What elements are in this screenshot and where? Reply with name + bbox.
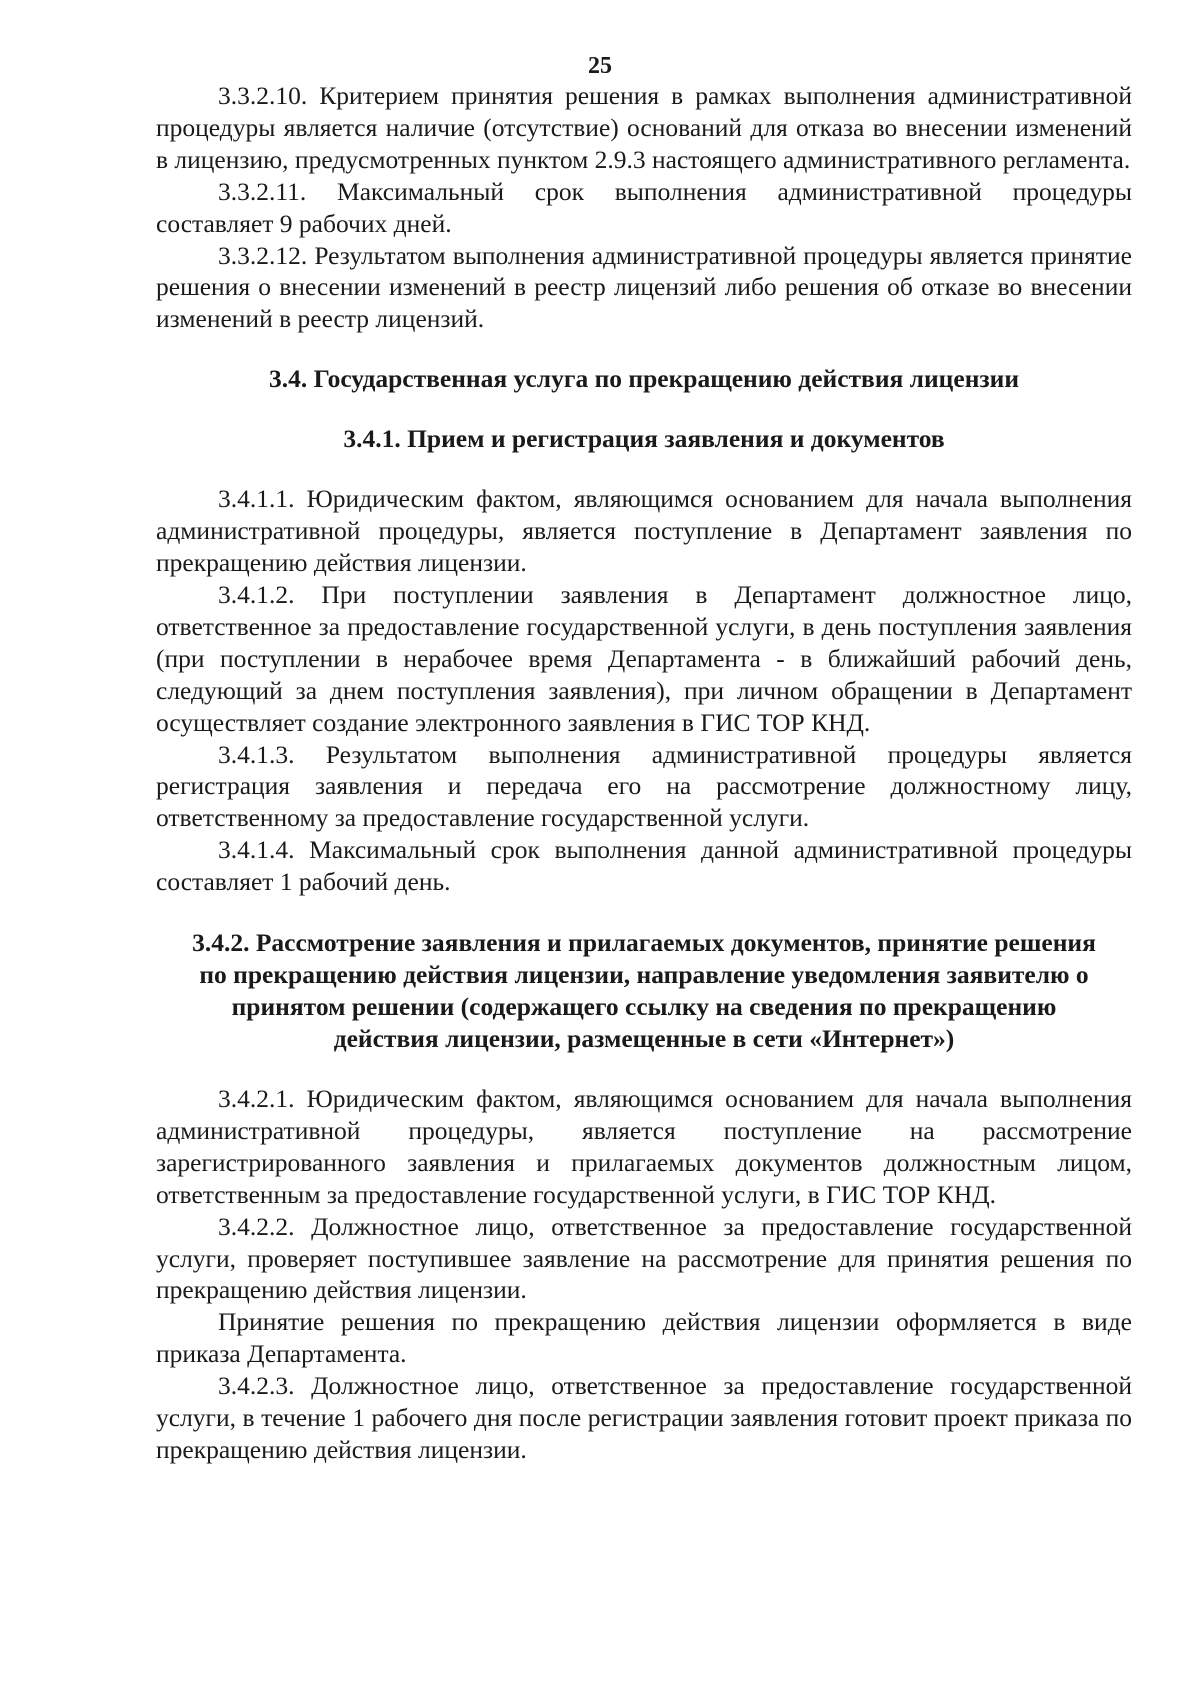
paragraph-decision-order: Принятие решения по прекращению действия лицензии оформляется в виде приказа Департамента. xyxy=(156,1307,1132,1369)
paragraph-3-4-2-1: 3.4.2.1. Юридическим фактом, являющимся основанием для начала выполнения административной процедуры, является поступление на рассмотрение зарегистрированного заявления и прилагаемых документов должностным лицом, ответственным за предоставление государственной услуги, в ГИС ТОР КНД. xyxy=(156,1084,1132,1209)
paragraph-3-4-1-3: 3.4.1.3. Результатом выполнения административной процедуры является регистрация заявления и передача его на рассмотрение должностному лицу, ответственному за предоставление государственной услуги. xyxy=(156,739,1132,833)
paragraph-3-3-2-10: 3.3.2.10. Критерием принятия решения в рамках выполнения административной процедуры является наличие (отсутствие) оснований для отказа во внесении изменений в лицензию, предусмотренных пунктом 2.9.3 настоящего административного регламента. xyxy=(156,81,1132,174)
section-heading-3-4: 3.4. Государственная услуга по прекращению действия лицензии xyxy=(268,364,1020,394)
paragraph-3-3-2-12: 3.3.2.12. Результатом выполнения административной процедуры является принятие решения о внесении изменений в реестр лицензий либо решения об отказе во внесении изменений в реестр лицензий. xyxy=(156,240,1132,334)
section-heading-3-4-2: 3.4.2. Рассмотрение заявления и прилагаемых документов, принятие решения по прекращению действия лицензии, направление уведомления заявителю о принятом решении (содержащего ссылку на сведения по прекращению действия лицензии, размещенные в сети «Интернет») xyxy=(192,928,1096,1054)
paragraph-3-3-2-11: 3.3.2.11. Максимальный срок выполнения административной процедуры составляет 9 рабочих дней. xyxy=(156,176,1132,238)
paragraph-3-4-1-4: 3.4.1.4. Максимальный срок выполнения данной административной процедуры составляет 1 рабочий день. xyxy=(156,835,1132,897)
paragraph-3-4-2-3: 3.4.2.3. Должностное лицо, ответственное за предоставление государственной услуги, в течение 1 рабочего дня после регистрации заявления готовит проект приказа по прекращению действия лицензии. xyxy=(156,1371,1132,1464)
paragraph-3-4-1-2: 3.4.1.2. При поступлении заявления в Департамент должностное лицо, ответственное за предоставление государственной услуги, в день поступления заявления (при поступлении в нерабочее время Департамента - в ближайший рабочий день, следующий за днем поступления заявления), при личном обращении в Департамент осуществляет создание электронного заявления в ГИС ТОР КНД. xyxy=(156,579,1132,737)
paragraph-3-4-1-1: 3.4.1.1. Юридическим фактом, являющимся основанием для начала выполнения административной процедуры, является поступление в Департамент заявления по прекращению действия лицензии. xyxy=(156,484,1132,578)
page-number: 25 xyxy=(588,53,612,79)
paragraph-3-4-2-2: 3.4.2.2. Должностное лицо, ответственное за предоставление государственной услуги, проверяет поступившее заявление на рассмотрение для принятия решения по прекращению действия лицензии. xyxy=(156,1211,1132,1305)
document-body xyxy=(156,80,1132,1466)
section-heading-3-4-1: 3.4.1. Прием и регистрация заявления и документов xyxy=(343,424,945,454)
